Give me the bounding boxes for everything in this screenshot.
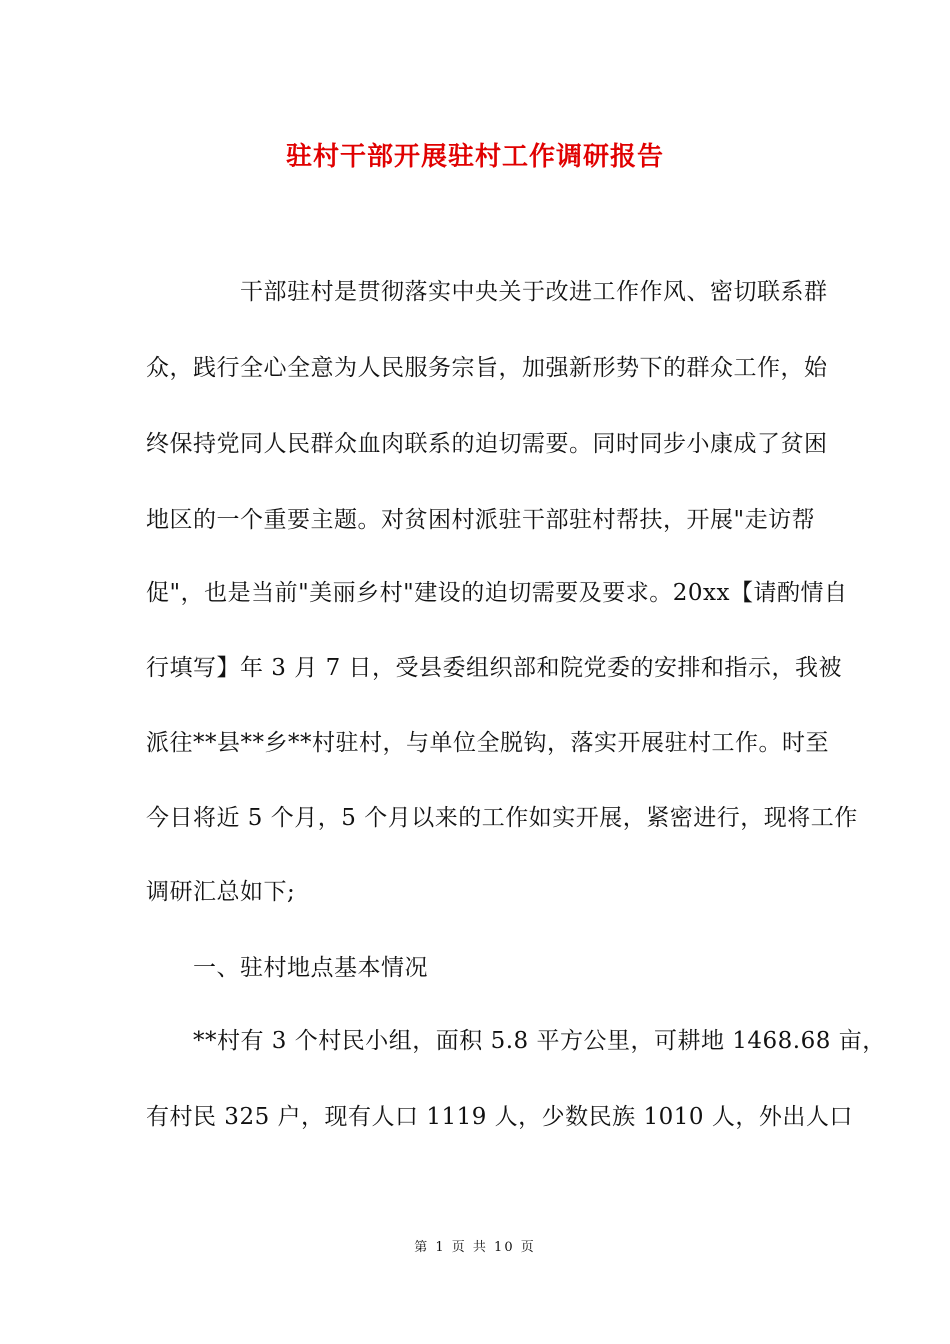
body-line: 派往**县**乡**村驻村，与单位全脱钩，落实开展驻村工作。时至 <box>146 730 829 756</box>
section-heading: 一、驻村地点基本情况 <box>146 955 428 981</box>
body-line: 调研汇总如下; <box>146 879 296 905</box>
body-line: 终保持党同人民群众血肉联系的迫切需要。同时同步小康成了贫困 <box>146 431 828 457</box>
body-line: 众，践行全心全意为人民服务宗旨，加强新形势下的群众工作，始 <box>146 355 828 381</box>
body-line: 干部驻村是贯彻落实中央关于改进工作作风、密切联系群 <box>146 279 828 305</box>
body-line: 地区的一个重要主题。对贫困村派驻干部驻村帮扶，开展"走访帮 <box>146 507 816 533</box>
body-line: **村有 3 个村民小组，面积 5.8 平方公里，可耕地 1468.68 亩， <box>146 1028 886 1054</box>
document-title: 驻村干部开展驻村工作调研报告 <box>285 142 664 172</box>
body-line: 有村民 325 户，现有人口 1119 人，少数民族 1010 人，外出人口 <box>146 1104 853 1130</box>
body-line: 促"，也是当前"美丽乡村"建设的迫切需要及要求。20xx【请酌情自 <box>146 580 848 606</box>
page-number-footer: 第 1 页 共 10 页 <box>414 1240 536 1255</box>
body-line: 今日将近 5 个月，5 个月以来的工作如实开展，紧密进行，现将工作 <box>146 805 858 831</box>
body-line: 行填写】年 3 月 7 日，受县委组织部和院党委的安排和指示，我被 <box>146 655 843 681</box>
